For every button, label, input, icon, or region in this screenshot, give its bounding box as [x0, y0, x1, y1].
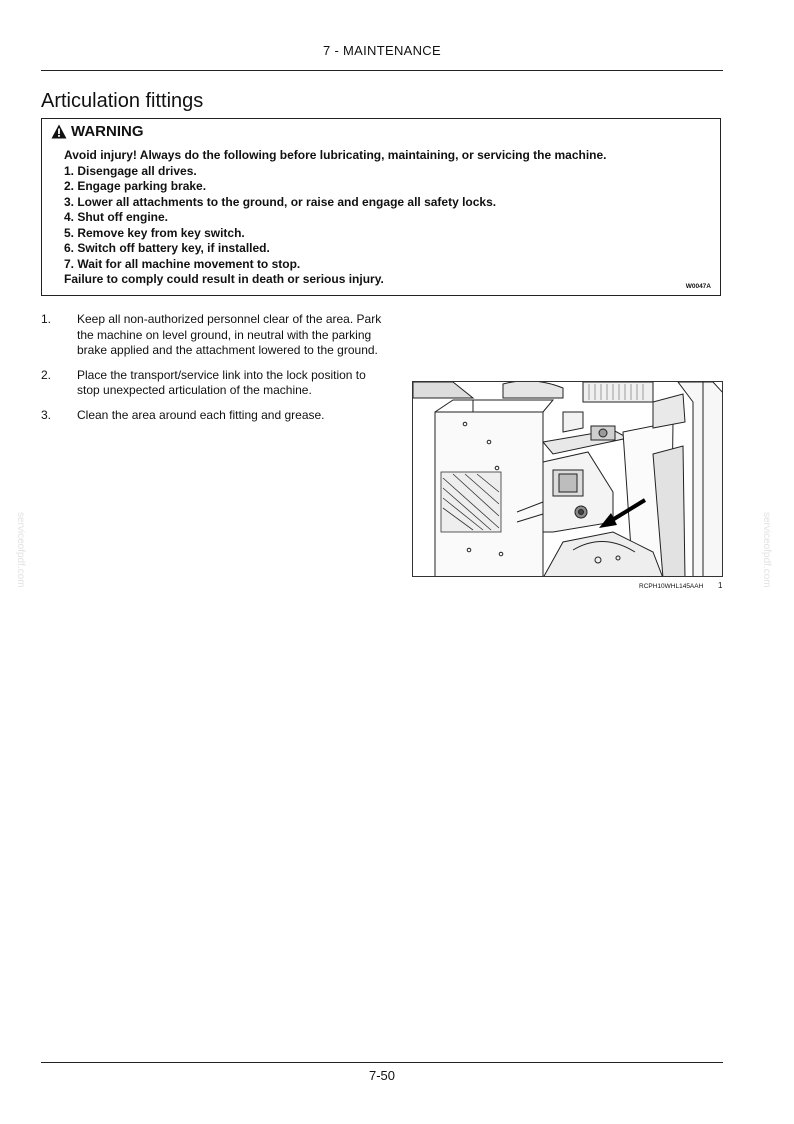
- step-number: 2.: [41, 367, 52, 382]
- step-number: 3.: [41, 407, 52, 422]
- step-text: Keep all non-authorized personnel clear of the area. Park the machine on level ground, in neutral with the parking brake applied and the attachment lowered to the ground.: [77, 312, 382, 357]
- procedure-steps: [41, 312, 391, 432]
- step-number: 1.: [41, 312, 52, 326]
- figure-number: 1: [718, 581, 723, 590]
- header-rule: [41, 70, 723, 71]
- warning-box: [41, 118, 721, 296]
- machine-illustration: [413, 382, 723, 577]
- footer-rule: [41, 1062, 723, 1063]
- section-title: Articulation fittings: [41, 90, 204, 112]
- list-item: [41, 368, 391, 399]
- step-text: Place the transport/service link into the lock position to stop unexpected articulation of the machine.: [77, 367, 366, 397]
- warning-triangle-icon: [51, 124, 67, 139]
- watermark-right: serviceofpdf.com: [761, 512, 772, 588]
- list-item: [41, 312, 391, 359]
- warning-text: [64, 148, 607, 288]
- warning-line: 5. Remove key from key switch.: [64, 225, 245, 240]
- warning-line: 4. Shut off engine.: [64, 210, 168, 224]
- running-header: 7 - MAINTENANCE: [323, 43, 441, 58]
- page-number: 7-50: [368, 1068, 396, 1083]
- warning-line: Avoid injury! Always do the following before lubricating, maintaining, or servicing the machine.: [64, 148, 607, 162]
- warning-header: [51, 123, 144, 140]
- warning-line: 3. Lower all attachments to the ground, or raise and engage all safety locks.: [64, 194, 497, 209]
- warning-line: 1. Disengage all drives.: [64, 163, 197, 178]
- warning-line: 6. Switch off battery key, if installed.: [64, 241, 270, 255]
- warning-line: 7. Wait for all machine movement to stop.: [64, 256, 301, 271]
- list-item: [41, 408, 391, 424]
- warning-line: 2. Engage parking brake.: [64, 179, 207, 193]
- figure-code: RCPH10WHL145AAH: [639, 583, 704, 590]
- watermark-left: serviceofpdf.com: [15, 512, 26, 588]
- step-text: Clean the area around each fitting and grease.: [77, 407, 325, 422]
- warning-code: W0047A: [685, 283, 711, 290]
- articulation-figure: [412, 381, 723, 577]
- warning-heading: WARNING: [71, 123, 144, 140]
- warning-line: Failure to comply could result in death or serious injury.: [64, 272, 384, 286]
